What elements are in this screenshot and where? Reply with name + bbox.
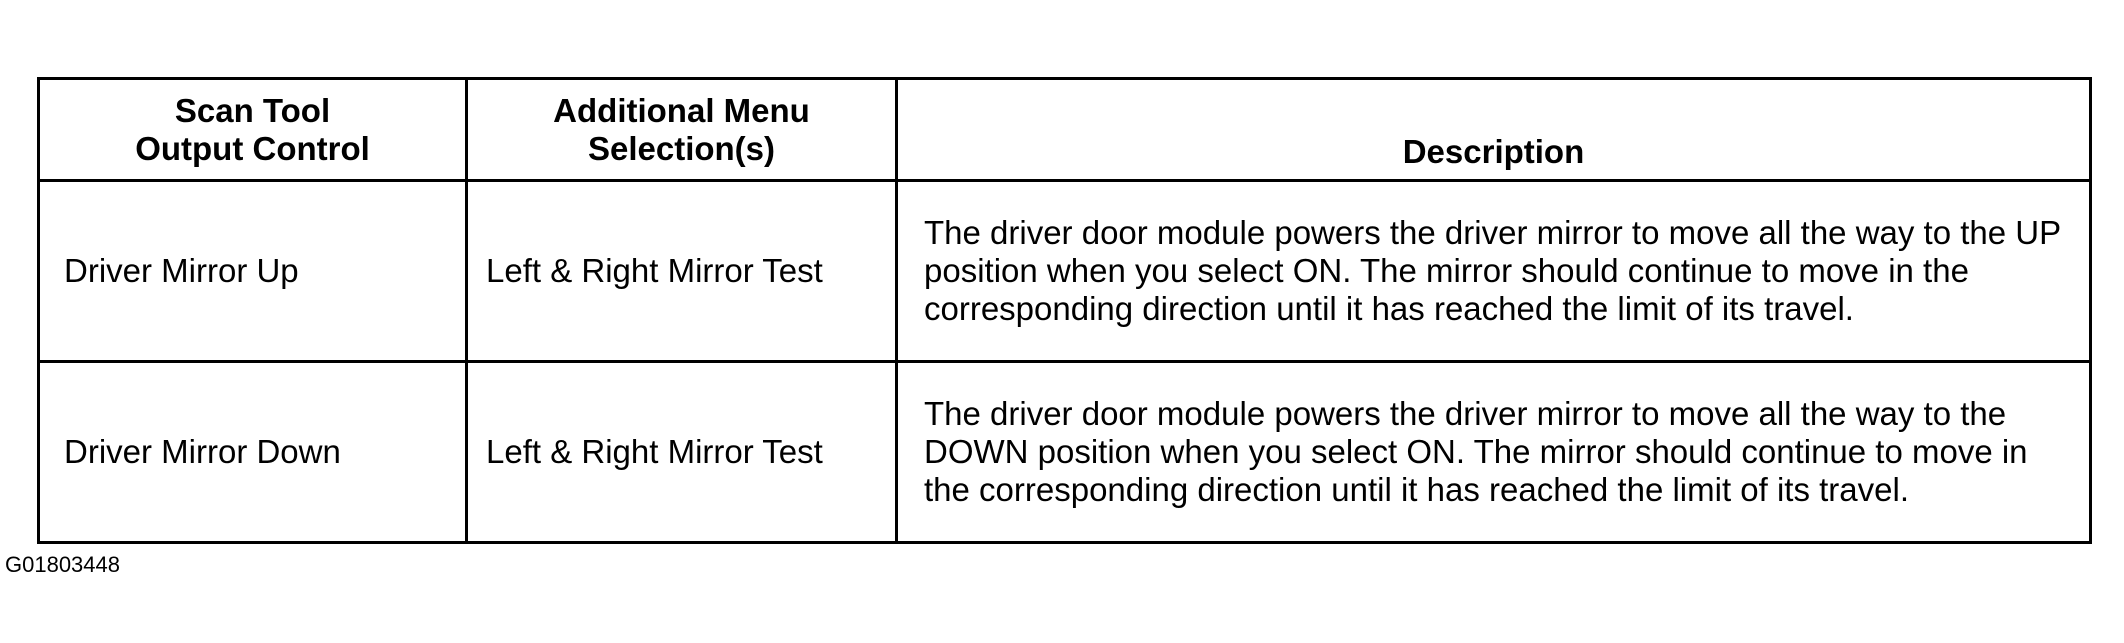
cell-output-control: Driver Mirror Down (39, 362, 467, 543)
header-line: Scan Tool (174, 91, 331, 129)
output-control-table (37, 77, 2092, 544)
header-line: Additional Menu (553, 91, 810, 129)
cell-menu-selection: Left & Right Mirror Test (467, 362, 897, 543)
table-row (39, 362, 2091, 543)
cell-output-control: Driver Mirror Up (39, 181, 467, 362)
table-header-row (39, 79, 2091, 181)
cell-description: The driver door module powers the driver mirror to move all the way to the DOWN position when you select ON. The mirror should continue to move in the corresponding direction until it has reached the limit of its travel. (897, 362, 2091, 543)
cell-menu-selection: Left & Right Mirror Test (467, 181, 897, 362)
header-scan-tool-output-control (39, 79, 467, 181)
header-description: Description (897, 79, 2091, 181)
header-additional-menu-selections (467, 79, 897, 181)
cell-description: The driver door module powers the driver mirror to move all the way to the UP position when you select ON. The mirror should continue to move in the corresponding direction until it has reached the limit of its travel. (897, 181, 2091, 362)
figure-id: G01803448 (5, 552, 120, 577)
header-line: Selection(s) (587, 129, 776, 167)
table-row (39, 181, 2091, 362)
header-line: Output Control (135, 129, 370, 167)
